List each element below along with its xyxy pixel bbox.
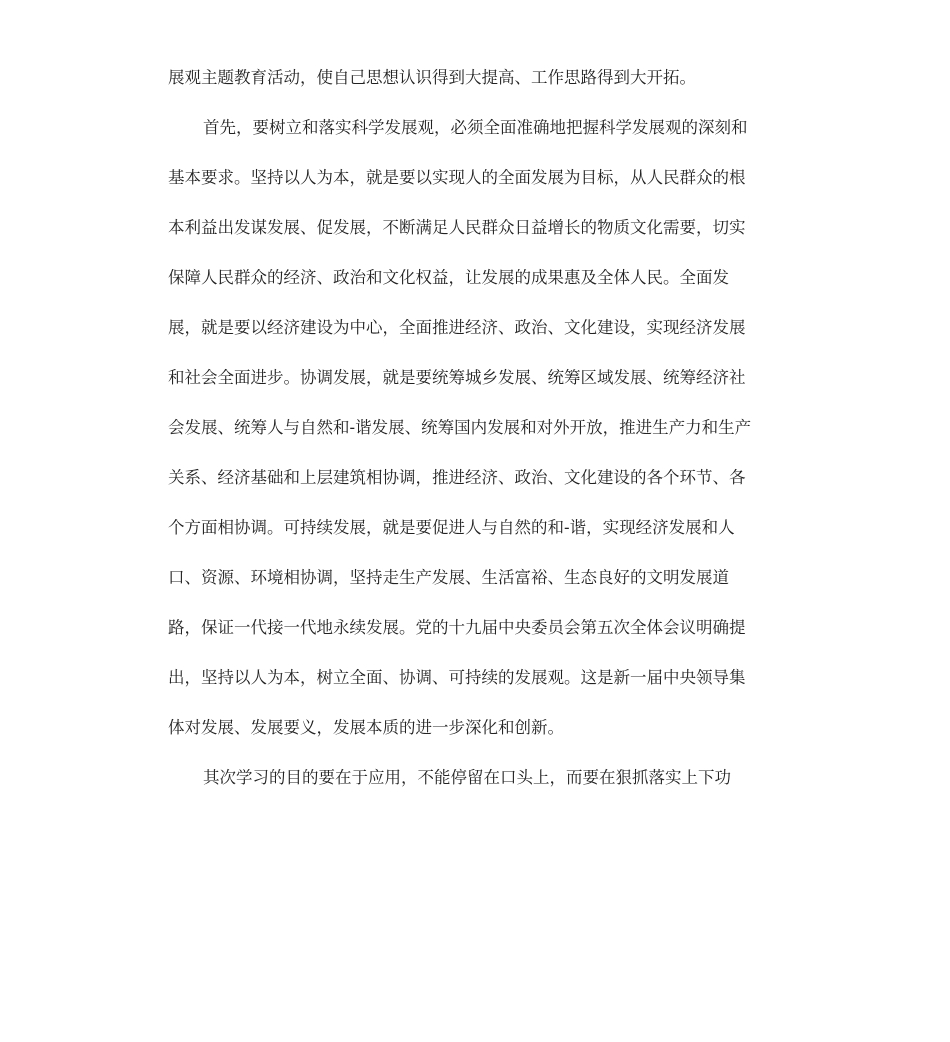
text-line-13: 出，坚持以人为本，树立全面、协调、可持续的发展观。这是新一届中央领导集 <box>168 668 746 687</box>
text-line-6: 展，就是要以经济建设为中心，全面推进经济、政治、文化建设，实现经济发展 <box>168 318 746 337</box>
text-line-8: 会发展、统筹人与自然和-谐发展、统筹国内发展和对外开放，推进生产力和生产 <box>168 418 752 437</box>
text-line-14: 体对发展、发展要义，发展本质的进一步深化和创新。 <box>168 718 564 737</box>
text-line-7: 和社会全面进步。协调发展，就是要统筹城乡发展、统筹区域发展、统筹经济社 <box>168 368 746 387</box>
text-line-3: 基本要求。坚持以人为本，就是要以实现人的全面发展为目标，从人民群众的根 <box>168 168 746 187</box>
paragraph-first-line: 其次学习的目的要在于应用，不能停留在口头上，而要在狠抓落实上下功 <box>203 768 731 787</box>
text-line-12: 路，保证一代接一代地永续发展。党的十九届中央委员会第五次全体会议明确提 <box>168 618 746 637</box>
text-line-11: 口、资源、环境相协调，坚持走生产发展、生活富裕、生态良好的文明发展道 <box>168 568 729 587</box>
text-line-1: 展观主题教育活动，使自己思想认识得到大提高、工作思路得到大开拓。 <box>168 68 696 87</box>
text-line-10: 个方面相协调。可持续发展，就是要促进人与自然的和-谐，实现经济发展和人 <box>168 518 735 537</box>
text-line-5: 保障人民群众的经济、政治和文化权益，让发展的成果惠及全体人民。全面发 <box>168 268 729 287</box>
paragraph-first-line: 首先，要树立和落实科学发展观，必须全面准确地把握科学发展观的深刻和 <box>203 118 748 137</box>
text-line-4: 本利益出发谋发展、促发展，不断满足人民群众日益增长的物质文化需要，切实 <box>168 218 746 237</box>
text-line-9: 关系、经济基础和上层建筑相协调，推进经济、政治、文化建设的各个环节、各 <box>168 468 746 487</box>
